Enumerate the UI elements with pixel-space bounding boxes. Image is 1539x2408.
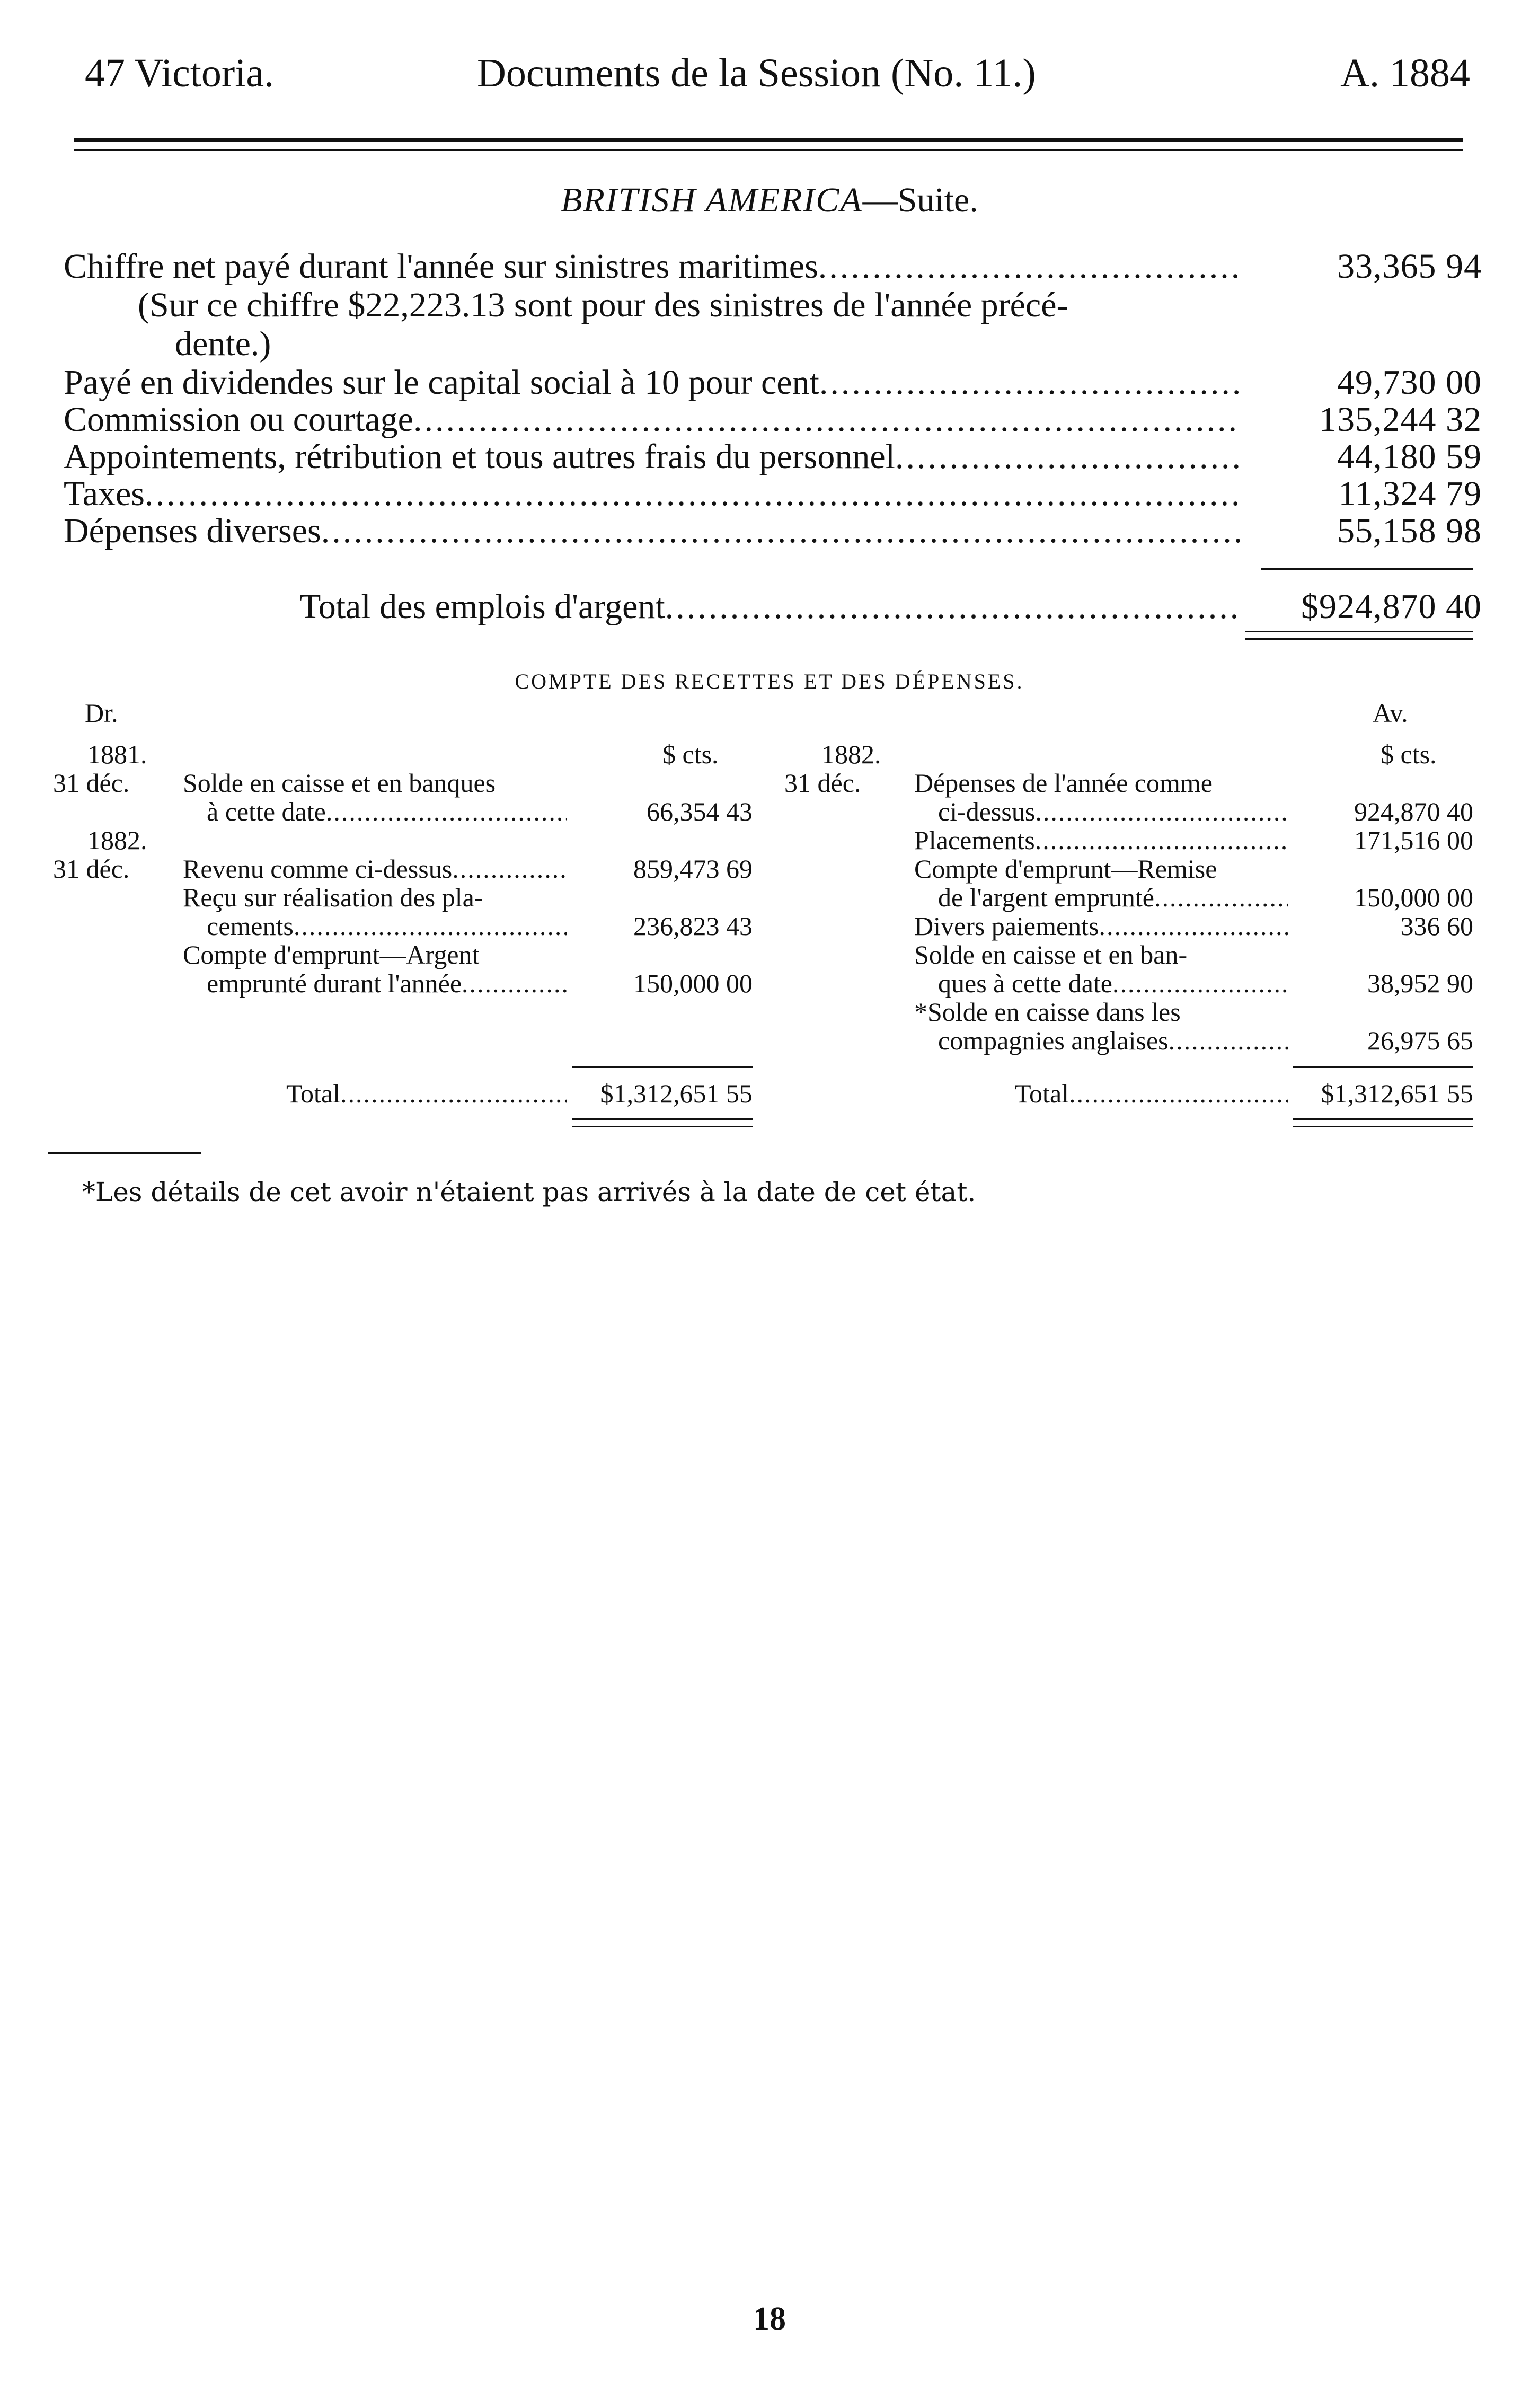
debit-item4-amount: 150,000 00 xyxy=(633,968,753,998)
statement-label: Commission ou courtage xyxy=(64,400,413,439)
credit-item6-amount: 26,975 65 xyxy=(1367,1026,1473,1055)
debit-currency-head: $ cts. xyxy=(662,739,719,769)
statement-line-3 xyxy=(64,402,1240,437)
debit-item1-line1: Solde en caisse et en banques xyxy=(183,768,496,798)
debit-item1-line2: à cette date ..... xyxy=(207,798,567,825)
page-number: 18 xyxy=(753,2301,786,2337)
debit-total-double-rule-top xyxy=(572,1118,753,1120)
debit-date-2: 31 déc. xyxy=(53,854,130,884)
credit-item5-line1: Solde en caisse et en ban- xyxy=(914,940,1188,969)
statement-note-line2: dente.) xyxy=(175,324,271,363)
credit-item3-line2: de l'argent emprunté ..... xyxy=(938,884,1288,911)
credit-item4: Divers paiements ..... xyxy=(914,913,1288,939)
debit-item3-amount: 236,823 43 xyxy=(633,911,753,941)
debit-item4-line1: Compte d'emprunt—Argent xyxy=(183,940,480,969)
credit-item3-line1: Compte d'emprunt—Remise xyxy=(914,854,1217,884)
header-center: Documents de la Session (No. 11.) xyxy=(477,51,1036,95)
credit-total-double-rule-bottom xyxy=(1293,1126,1473,1127)
credit-total-line: Total ..... xyxy=(1015,1080,1288,1107)
credit-total-double-rule-top xyxy=(1293,1118,1473,1120)
credit-item3-amount: 150,000 00 xyxy=(1354,883,1473,912)
header-right: A. 1884 xyxy=(1340,51,1470,95)
total-double-rule-top xyxy=(1245,631,1473,632)
debit-item3-line2: cements ..... xyxy=(207,913,567,939)
debit-item4-line2: emprunté durant l'année ..... xyxy=(207,970,567,996)
credit-item2: Placements ..... xyxy=(914,827,1288,853)
header-rule-thick xyxy=(74,138,1463,142)
credit-item6-line1: *Solde en caisse dans les xyxy=(914,997,1181,1027)
debit-year-1881: 1881. xyxy=(87,739,147,769)
debit-total-amount: $1,312,651 55 xyxy=(600,1079,753,1108)
credit-sum-rule xyxy=(1293,1066,1473,1068)
title-suffix: —Suite. xyxy=(862,181,978,219)
statement-label: Dépenses diverses xyxy=(64,511,321,550)
debit-total-line: Total ..... xyxy=(286,1080,567,1107)
statement-label: Chiffre net payé durant l'année sur sinistres maritimes xyxy=(64,247,818,286)
debit-sum-rule xyxy=(572,1066,753,1068)
statement-label: Payé en dividendes sur le capital social à 10 pour cent xyxy=(64,363,819,402)
footnote: *Les détails de cet avoir n'étaient pas arrivés à la date de cet état. xyxy=(82,1177,976,1207)
credit-side-label: Av. xyxy=(1373,698,1408,728)
total-double-rule-bottom xyxy=(1245,638,1473,640)
page-title xyxy=(0,180,1539,220)
statement-total-amount: $924,870 40 xyxy=(1301,587,1482,626)
statement-total-line xyxy=(299,589,1240,624)
statement-note-line1: (Sur ce chiffre $22,223.13 sont pour des sinistres de l'année précé- xyxy=(138,286,1068,324)
debit-item1-amount: 66,354 43 xyxy=(647,797,753,826)
statement-line-1 xyxy=(64,249,1240,284)
statement-line-4 xyxy=(64,439,1240,474)
statement-amount: 11,324 79 xyxy=(1338,474,1482,513)
header-rule-thin xyxy=(74,149,1463,151)
credit-item4-amount: 336 60 xyxy=(1400,911,1473,941)
debit-side-label: Dr. xyxy=(85,698,118,728)
credit-total-amount: $1,312,651 55 xyxy=(1321,1079,1473,1108)
credit-item5-amount: 38,952 90 xyxy=(1367,968,1473,998)
sum-rule xyxy=(1261,568,1473,570)
credit-currency-head: $ cts. xyxy=(1381,739,1437,769)
company-name: BRITISH AMERICA xyxy=(561,181,863,219)
statement-label: Taxes xyxy=(64,474,145,513)
debit-year-1882: 1882. xyxy=(87,825,147,855)
credit-item6-line2: compagnies anglaises ..... xyxy=(938,1027,1288,1054)
debit-item2: Revenu comme ci-dessus ..... xyxy=(183,855,567,882)
statement-amount: 135,244 32 xyxy=(1319,400,1482,439)
statement-amount: 44,180 59 xyxy=(1337,437,1482,476)
credit-year-1882: 1882. xyxy=(821,739,881,769)
debit-item2-amount: 859,473 69 xyxy=(633,854,753,884)
statement-label: Appointements, rétribution et tous autres frais du personnel xyxy=(64,437,895,476)
header-left: 47 Victoria. xyxy=(85,51,275,95)
statement-amount: 49,730 00 xyxy=(1337,363,1482,402)
credit-date: 31 déc. xyxy=(784,768,861,798)
credit-item2-amount: 171,516 00 xyxy=(1354,825,1473,855)
statement-amount: 55,158 98 xyxy=(1337,511,1482,550)
footnote-rule xyxy=(48,1152,201,1154)
credit-item5-line2: ques à cette date ..... xyxy=(938,970,1288,996)
debit-date-1: 31 déc. xyxy=(53,768,130,798)
statement-line-6 xyxy=(64,511,1240,550)
statement-line-5 xyxy=(64,474,1240,513)
debit-item3-line1: Reçu sur réalisation des pla- xyxy=(183,883,483,912)
credit-item1-amount: 924,870 40 xyxy=(1354,797,1473,826)
statement-total-label: Total des emplois d'argent xyxy=(299,587,665,626)
debit-total-double-rule-bottom xyxy=(572,1126,753,1127)
credit-item1-line1: Dépenses de l'année comme xyxy=(914,768,1213,798)
statement-amount: 33,365 94 xyxy=(1337,247,1482,286)
statement-line-2 xyxy=(64,365,1240,400)
credit-item1-line2: ci-dessus ..... xyxy=(938,798,1288,825)
account-heading: COMPTE DES RECETTES ET DES DÉPENSES. xyxy=(515,669,1024,693)
